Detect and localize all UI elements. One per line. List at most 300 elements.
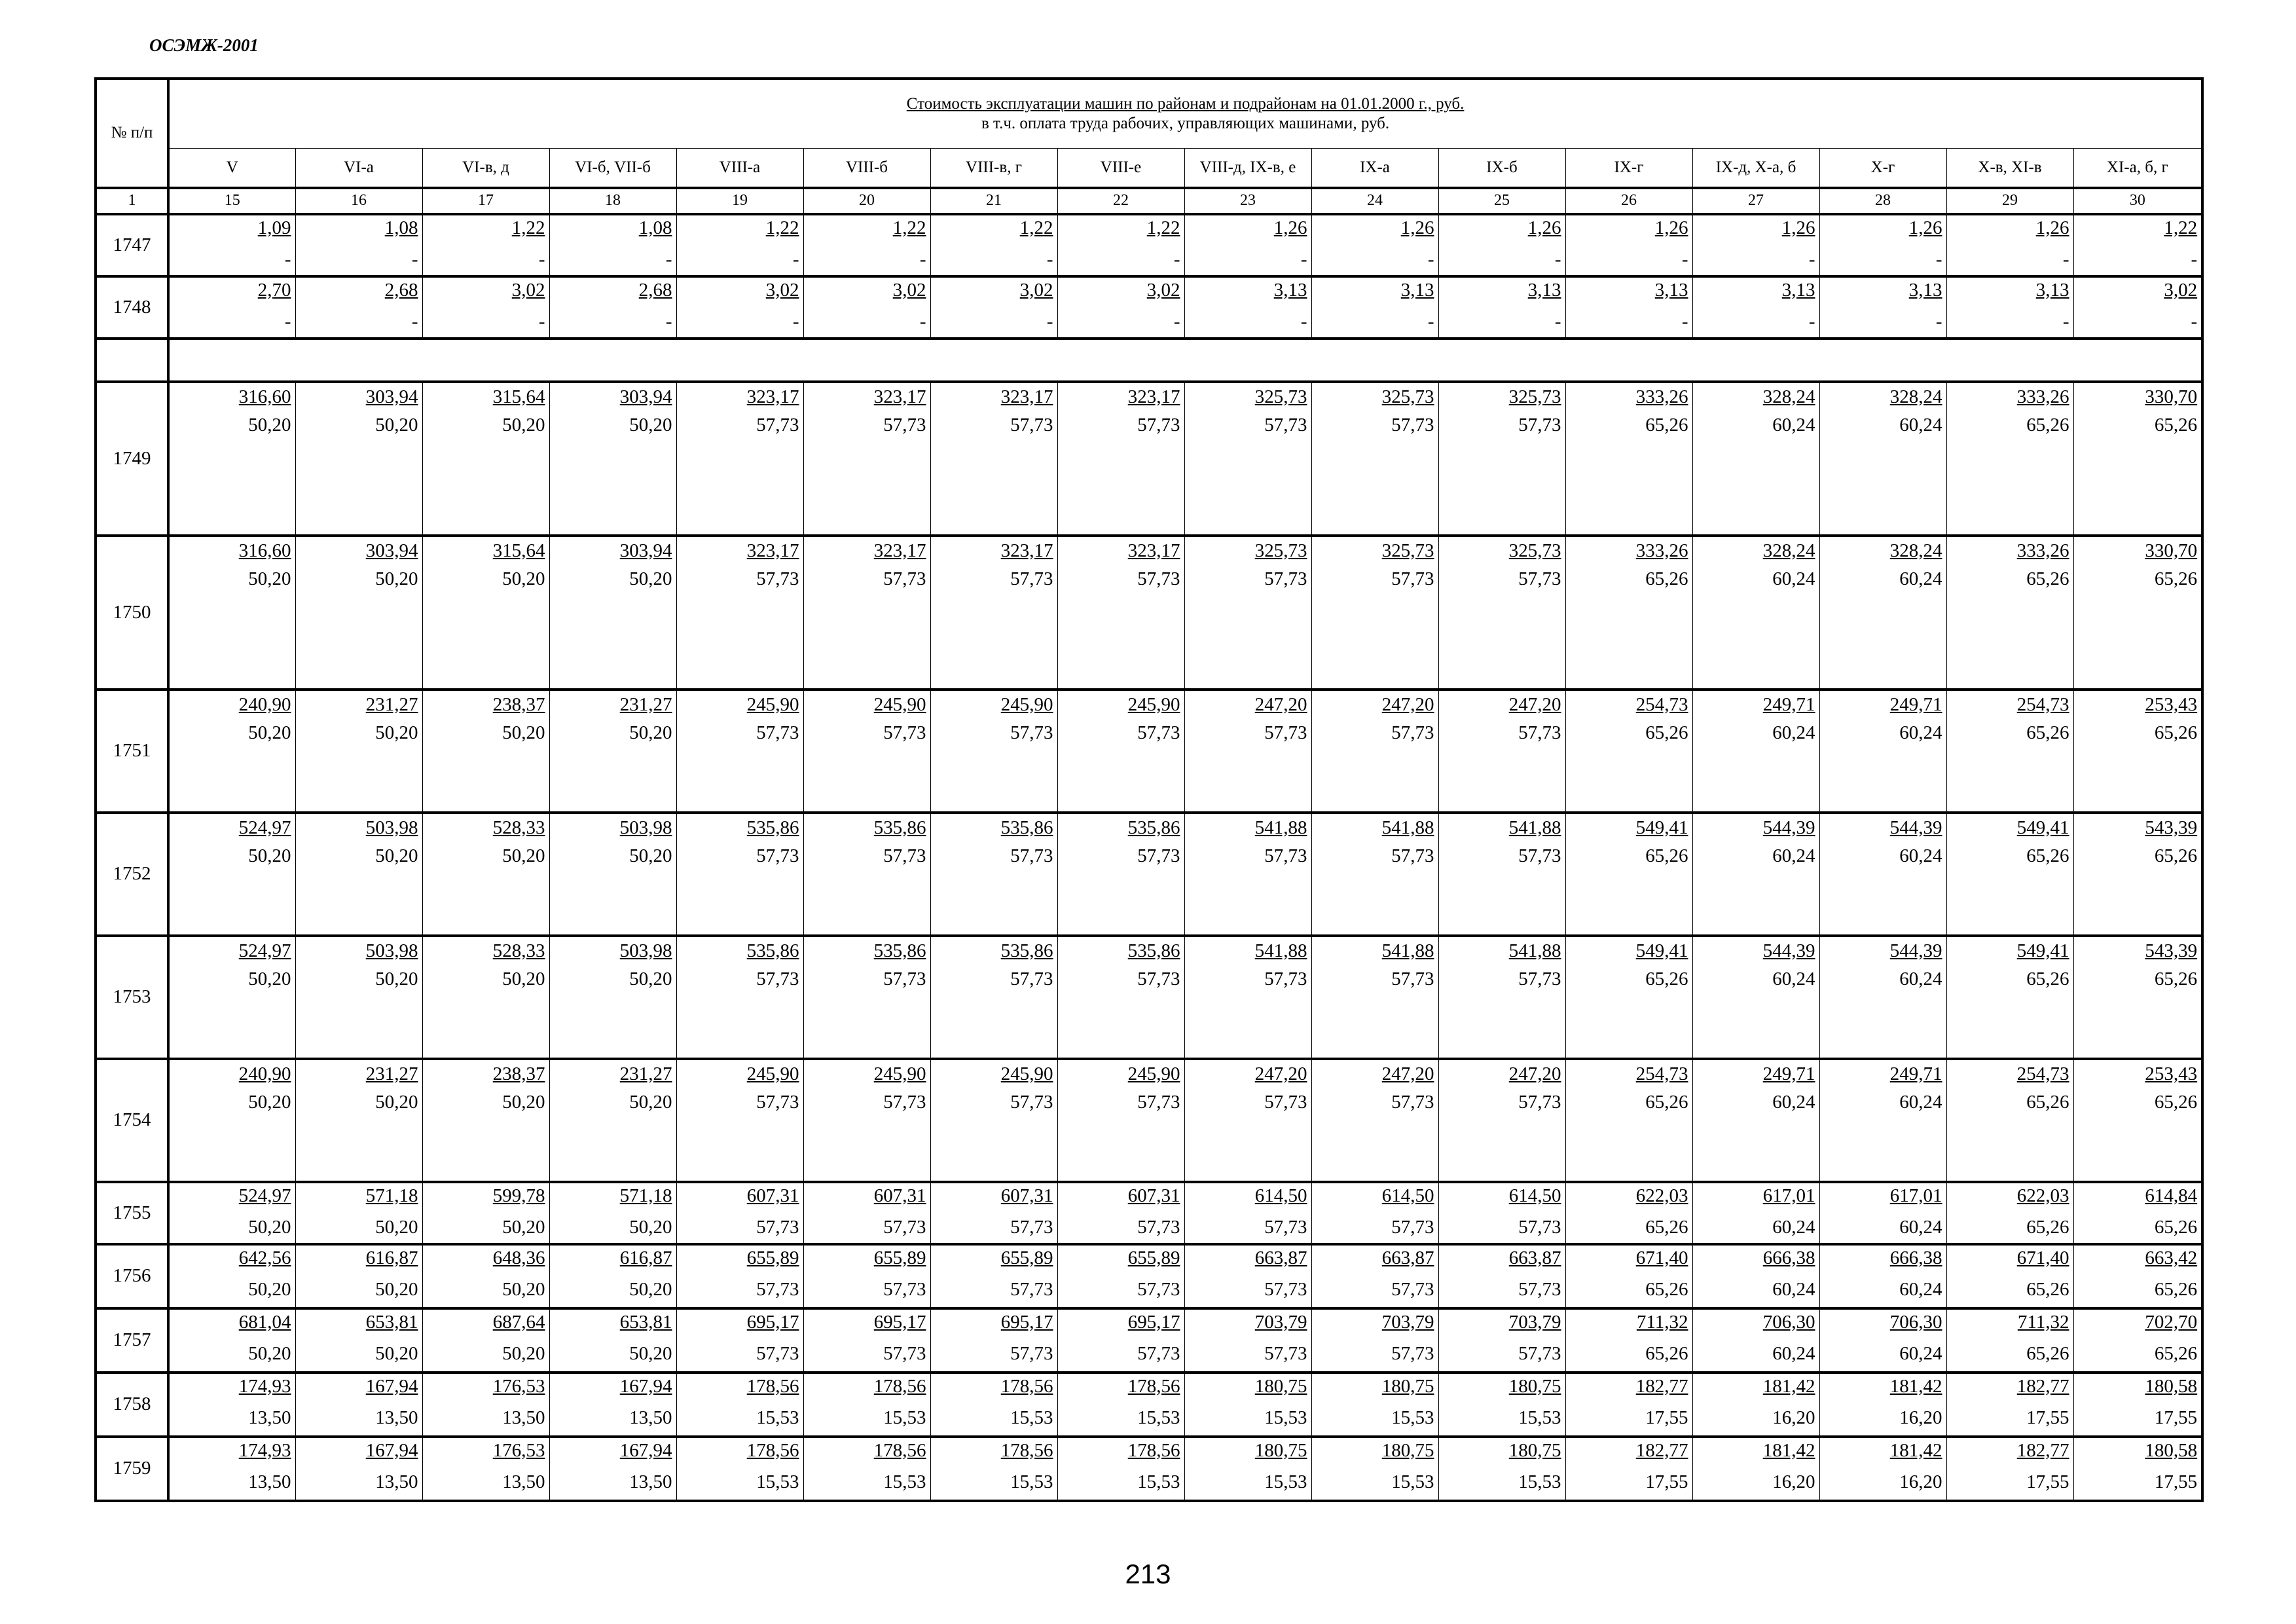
- labor-value: -: [1173, 248, 1180, 270]
- value-cell: [930, 1437, 1057, 1501]
- cost-value: 180,75: [1508, 1375, 1561, 1397]
- value-cell: [1565, 276, 1692, 339]
- value-cell: [676, 1059, 803, 1182]
- cost-value: 333,26: [1635, 386, 1688, 407]
- cost-value: 178,56: [1000, 1439, 1053, 1461]
- labor-value: 15,53: [1391, 1471, 1434, 1492]
- column-number: 21: [930, 188, 1057, 214]
- labor-value: 57,73: [1264, 568, 1307, 589]
- value-cell: [1692, 536, 1819, 690]
- value-cell: [1565, 536, 1692, 690]
- cost-value: 503,98: [619, 940, 672, 961]
- np-header: № п/п: [96, 79, 168, 188]
- region-header: VI-в, д: [422, 149, 549, 188]
- cost-value: 3,13: [1908, 279, 1942, 301]
- labor-value: 15,53: [1518, 1471, 1561, 1492]
- value-cell: [676, 1308, 803, 1373]
- cost-value: 330,70: [2145, 386, 2198, 407]
- region-header: V: [168, 149, 295, 188]
- labor-value: 60,24: [1899, 968, 1942, 989]
- labor-value: 65,26: [1645, 1216, 1688, 1238]
- table-row: [96, 276, 2202, 339]
- value-cell: [422, 1437, 549, 1501]
- value-cell: [676, 1373, 803, 1437]
- cost-value: 315,64: [492, 540, 545, 561]
- value-cell: [1311, 1308, 1438, 1373]
- cost-value: 622,03: [2016, 1185, 2069, 1206]
- cost-value: 180,58: [2145, 1375, 2198, 1397]
- cost-value: 249,71: [1889, 1063, 1942, 1084]
- labor-value: 57,73: [1518, 1091, 1561, 1113]
- labor-value: 57,73: [1391, 1278, 1434, 1300]
- cost-value: 180,58: [2145, 1439, 2198, 1461]
- cost-value: 303,94: [619, 386, 672, 407]
- labor-value: -: [1808, 248, 1815, 270]
- labor-value: 50,20: [248, 1091, 291, 1113]
- cost-value: 655,89: [873, 1247, 926, 1268]
- cost-value: 247,20: [1254, 1063, 1307, 1084]
- labor-value: 60,24: [1772, 845, 1815, 866]
- labor-value: -: [1046, 310, 1053, 332]
- labor-value: -: [1300, 310, 1307, 332]
- labor-value: 57,73: [1264, 845, 1307, 866]
- labor-value: 65,26: [1645, 568, 1688, 589]
- cost-value: 247,20: [1508, 693, 1561, 715]
- labor-value: 17,55: [1645, 1471, 1688, 1492]
- row-number: 1759: [96, 1437, 168, 1501]
- labor-value: 50,20: [502, 968, 545, 989]
- value-cell: [1565, 1059, 1692, 1182]
- title-line-1: Стоимость эксплуатации машин по районам и подрайонам на 01.01.2000 г., руб.: [906, 95, 1465, 113]
- value-cell: [549, 813, 676, 936]
- labor-value: 50,20: [629, 1091, 672, 1113]
- labor-value: -: [538, 310, 545, 332]
- value-cell: [803, 1059, 930, 1182]
- cost-value: 3,13: [2035, 279, 2069, 301]
- cost-value: 245,90: [1127, 693, 1180, 715]
- value-cell: [803, 1437, 930, 1501]
- labor-value: 57,73: [1010, 1216, 1053, 1238]
- labor-value: 50,20: [502, 568, 545, 589]
- cost-value: 599,78: [492, 1185, 545, 1206]
- value-cell: [1565, 382, 1692, 536]
- labor-value: 57,73: [1518, 1342, 1561, 1364]
- value-cell: [2073, 690, 2202, 813]
- labor-value: -: [665, 310, 672, 332]
- row-number: 1747: [96, 214, 168, 276]
- labor-value: 57,73: [1518, 414, 1561, 435]
- value-cell: [676, 690, 803, 813]
- labor-value: 65,26: [1645, 1342, 1688, 1364]
- cost-value: 323,17: [873, 540, 926, 561]
- cost-value: 655,89: [1000, 1247, 1053, 1268]
- cost-value: 549,41: [2016, 940, 2069, 961]
- value-cell: [803, 1308, 930, 1373]
- value-cell: [1311, 1373, 1438, 1437]
- cost-value: 253,43: [2145, 693, 2198, 715]
- labor-value: 57,73: [1010, 1342, 1053, 1364]
- value-cell: [1057, 382, 1184, 536]
- column-number: 23: [1184, 188, 1311, 214]
- document-header: ОСЭМЖ-2001: [149, 35, 259, 55]
- value-cell: [295, 1244, 422, 1308]
- cost-value: 655,89: [746, 1247, 799, 1268]
- labor-value: 57,73: [1137, 1278, 1180, 1300]
- labor-value: -: [1681, 310, 1688, 332]
- column-number: 18: [549, 188, 676, 214]
- value-cell: [1946, 382, 2073, 536]
- value-cell: [168, 1182, 295, 1244]
- value-cell: [549, 382, 676, 536]
- labor-value: 57,73: [1391, 1091, 1434, 1113]
- value-cell: [168, 214, 295, 276]
- value-cell: [168, 936, 295, 1059]
- cost-value: 541,88: [1381, 940, 1434, 961]
- labor-value: 57,73: [1391, 845, 1434, 866]
- region-header: VI-б, VII-б: [549, 149, 676, 188]
- value-cell: [549, 276, 676, 339]
- labor-value: 57,73: [1518, 968, 1561, 989]
- value-cell: [1692, 1373, 1819, 1437]
- labor-value: 57,73: [1518, 568, 1561, 589]
- labor-value: 57,73: [1010, 414, 1053, 435]
- labor-value: 13,50: [502, 1471, 545, 1492]
- value-cell: [803, 214, 930, 276]
- value-cell: [1692, 1244, 1819, 1308]
- value-cell: [2073, 1308, 2202, 1373]
- cost-value: 535,86: [1127, 940, 1180, 961]
- cost-value: 3,13: [1781, 279, 1815, 301]
- cost-value: 711,32: [2017, 1311, 2069, 1333]
- value-cell: [1946, 1059, 2073, 1182]
- column-number: 24: [1311, 188, 1438, 214]
- labor-value: 57,73: [1137, 568, 1180, 589]
- cost-value: 325,73: [1254, 540, 1307, 561]
- labor-value: 60,24: [1899, 1216, 1942, 1238]
- cost-value: 702,70: [2145, 1311, 2198, 1333]
- labor-value: 65,26: [1645, 1278, 1688, 1300]
- value-cell: [676, 813, 803, 936]
- value-cell: [549, 690, 676, 813]
- value-cell: [930, 536, 1057, 690]
- value-cell: [1184, 1244, 1311, 1308]
- labor-value: 15,53: [1137, 1471, 1180, 1492]
- value-cell: [295, 1437, 422, 1501]
- value-cell: [1946, 1437, 2073, 1501]
- labor-value: 60,24: [1772, 1091, 1815, 1113]
- value-cell: [549, 536, 676, 690]
- cost-value: 543,39: [2145, 817, 2198, 838]
- value-cell: [930, 382, 1057, 536]
- value-cell: [1184, 1059, 1311, 1182]
- table-row: [96, 382, 2202, 536]
- value-cell: [1565, 214, 1692, 276]
- column-number: 28: [1819, 188, 1946, 214]
- cost-value: 666,38: [1762, 1247, 1815, 1268]
- value-cell: [1438, 214, 1565, 276]
- cost-value: 543,39: [2145, 940, 2198, 961]
- cost-value: 323,17: [746, 386, 799, 407]
- labor-value: 65,26: [2026, 1278, 2069, 1300]
- value-cell: [168, 1059, 295, 1182]
- cost-value: 1,26: [1400, 217, 1434, 238]
- value-cell: [1438, 1059, 1565, 1182]
- cost-value: 549,41: [1635, 940, 1688, 961]
- cost-value: 695,17: [1000, 1311, 1053, 1333]
- cost-value: 607,31: [873, 1185, 926, 1206]
- cost-value: 706,30: [1889, 1311, 1942, 1333]
- cost-value: 176,53: [492, 1439, 545, 1461]
- value-cell: [2073, 1437, 2202, 1501]
- value-cell: [1184, 1437, 1311, 1501]
- value-cell: [1311, 276, 1438, 339]
- cost-value: 181,42: [1762, 1439, 1815, 1461]
- labor-value: 65,26: [2154, 1278, 2198, 1300]
- labor-value: 57,73: [756, 845, 799, 866]
- value-cell: [295, 1182, 422, 1244]
- labor-value: 15,53: [756, 1407, 799, 1428]
- value-cell: [422, 276, 549, 339]
- cost-value: 607,31: [1127, 1185, 1180, 1206]
- cost-value: 607,31: [1000, 1185, 1053, 1206]
- value-cell: [1057, 813, 1184, 936]
- value-cell: [1692, 813, 1819, 936]
- cost-value: 544,39: [1762, 940, 1815, 961]
- value-cell: [422, 1373, 549, 1437]
- labor-value: -: [1427, 310, 1434, 332]
- labor-value: 65,26: [2026, 968, 2069, 989]
- cost-value: 541,88: [1508, 940, 1561, 961]
- labor-value: 60,24: [1899, 1278, 1942, 1300]
- table-row: [96, 1244, 2202, 1308]
- value-cell: [1692, 1182, 1819, 1244]
- labor-value: 57,73: [1518, 1216, 1561, 1238]
- labor-value: 13,50: [375, 1471, 418, 1492]
- value-cell: [295, 690, 422, 813]
- cost-value: 238,37: [492, 693, 545, 715]
- value-cell: [1184, 1373, 1311, 1437]
- value-cell: [1819, 1182, 1946, 1244]
- cost-value: 3,13: [1654, 279, 1688, 301]
- labor-value: 57,73: [1137, 722, 1180, 743]
- labor-value: 50,20: [629, 414, 672, 435]
- labor-value: 50,20: [502, 1278, 545, 1300]
- value-cell: [549, 1059, 676, 1182]
- value-cell: [930, 1244, 1057, 1308]
- value-cell: [1819, 1437, 1946, 1501]
- cost-value: 524,97: [238, 1185, 291, 1206]
- value-cell: [1438, 1308, 1565, 1373]
- cost-value: 247,20: [1254, 693, 1307, 715]
- value-cell: [803, 936, 930, 1059]
- table-row: [96, 1182, 2202, 1244]
- value-cell: [549, 1182, 676, 1244]
- cost-value: 549,41: [1635, 817, 1688, 838]
- cost-value: 541,88: [1508, 817, 1561, 838]
- value-cell: [422, 813, 549, 936]
- cost-value: 687,64: [492, 1311, 545, 1333]
- cost-value: 254,73: [1635, 693, 1688, 715]
- cost-value: 3,02: [2164, 279, 2198, 301]
- row-number: 1757: [96, 1308, 168, 1373]
- labor-value: 65,26: [2154, 414, 2198, 435]
- labor-value: 57,73: [1264, 1091, 1307, 1113]
- labor-value: 50,20: [248, 568, 291, 589]
- value-cell: [1311, 1244, 1438, 1308]
- labor-value: 50,20: [629, 722, 672, 743]
- cost-value: 617,01: [1762, 1185, 1815, 1206]
- value-cell: [803, 1373, 930, 1437]
- cost-value: 180,75: [1381, 1375, 1434, 1397]
- labor-value: 16,20: [1772, 1407, 1815, 1428]
- cost-value: 535,86: [1000, 817, 1053, 838]
- value-cell: [930, 276, 1057, 339]
- cost-value: 178,56: [746, 1375, 799, 1397]
- value-cell: [422, 1059, 549, 1182]
- cost-value: 247,20: [1508, 1063, 1561, 1084]
- labor-value: 60,24: [1772, 568, 1815, 589]
- labor-value: -: [1300, 248, 1307, 270]
- region-header: IX-д, X-а, б: [1692, 149, 1819, 188]
- cost-value: 535,86: [873, 940, 926, 961]
- value-cell: [1311, 1437, 1438, 1501]
- region-header: IX-г: [1565, 149, 1692, 188]
- labor-value: 57,73: [1137, 968, 1180, 989]
- column-number: 29: [1946, 188, 2073, 214]
- region-header: IX-б: [1438, 149, 1565, 188]
- cost-value: 178,56: [1000, 1375, 1053, 1397]
- value-cell: [1184, 536, 1311, 690]
- value-cell: [676, 382, 803, 536]
- region-header: XI-а, б, г: [2073, 149, 2202, 188]
- table-row: [96, 936, 2202, 1059]
- cost-value: 328,24: [1762, 386, 1815, 407]
- labor-value: 15,53: [756, 1471, 799, 1492]
- empty-row: [168, 339, 2202, 382]
- column-number: 1: [96, 188, 168, 214]
- labor-value: 57,73: [883, 1216, 926, 1238]
- value-cell: [676, 1244, 803, 1308]
- cost-value: 524,97: [238, 940, 291, 961]
- labor-value: 57,73: [1264, 1342, 1307, 1364]
- value-cell: [295, 813, 422, 936]
- cost-value: 653,81: [365, 1311, 418, 1333]
- labor-value: 57,73: [1010, 968, 1053, 989]
- value-cell: [1946, 536, 2073, 690]
- labor-value: 50,20: [375, 1091, 418, 1113]
- cost-value: 711,32: [1636, 1311, 1688, 1333]
- value-cell: [1819, 214, 1946, 276]
- cost-value: 316,60: [238, 540, 291, 561]
- value-cell: [1311, 536, 1438, 690]
- cost-value: 167,94: [619, 1375, 672, 1397]
- labor-value: 57,73: [756, 1342, 799, 1364]
- labor-value: 15,53: [883, 1407, 926, 1428]
- value-cell: [295, 276, 422, 339]
- cost-value: 1,08: [384, 217, 418, 238]
- labor-value: 50,20: [375, 1342, 418, 1364]
- labor-value: 57,73: [756, 414, 799, 435]
- value-cell: [1311, 214, 1438, 276]
- labor-value: 15,53: [1137, 1407, 1180, 1428]
- labor-value: 57,73: [1391, 568, 1434, 589]
- cost-value: 254,73: [1635, 1063, 1688, 1084]
- cost-value: 333,26: [2016, 540, 2069, 561]
- table-row: [96, 1437, 2202, 1501]
- cost-value: 245,90: [1127, 1063, 1180, 1084]
- table-row: [96, 690, 2202, 813]
- cost-value: 663,42: [2145, 1247, 2198, 1268]
- cost-value: 245,90: [746, 1063, 799, 1084]
- value-cell: [1819, 1308, 1946, 1373]
- labor-value: 50,20: [375, 845, 418, 866]
- labor-value: -: [1173, 310, 1180, 332]
- value-cell: [1057, 536, 1184, 690]
- labor-value: 65,26: [2154, 722, 2198, 743]
- labor-value: 65,26: [2026, 845, 2069, 866]
- labor-value: 57,73: [1391, 722, 1434, 743]
- value-cell: [168, 1437, 295, 1501]
- value-cell: [1565, 690, 1692, 813]
- cost-value: 323,17: [1000, 540, 1053, 561]
- value-cell: [2073, 536, 2202, 690]
- cost-value: 524,97: [238, 817, 291, 838]
- value-cell: [1438, 1437, 1565, 1501]
- cost-value: 695,17: [1127, 1311, 1180, 1333]
- labor-value: 17,55: [2026, 1471, 2069, 1492]
- cost-value: 178,56: [746, 1439, 799, 1461]
- labor-value: 17,55: [2026, 1407, 2069, 1428]
- cost-value: 622,03: [1635, 1185, 1688, 1206]
- labor-value: -: [792, 248, 799, 270]
- cost-value: 503,98: [619, 817, 672, 838]
- labor-value: 50,20: [248, 722, 291, 743]
- value-cell: [168, 1244, 295, 1308]
- labor-value: 57,73: [1010, 1091, 1053, 1113]
- value-cell: [1184, 382, 1311, 536]
- labor-value: 65,26: [2154, 1091, 2198, 1113]
- value-cell: [1438, 276, 1565, 339]
- labor-value: 15,53: [1010, 1471, 1053, 1492]
- cost-value: 663,87: [1508, 1247, 1561, 1268]
- value-cell: [168, 382, 295, 536]
- title-line-2: в т.ч. оплата труда рабочих, управляющих машинами, руб.: [981, 115, 1390, 132]
- cost-value: 240,90: [238, 1063, 291, 1084]
- value-cell: [803, 382, 930, 536]
- value-cell: [1438, 1244, 1565, 1308]
- value-cell: [422, 382, 549, 536]
- labor-value: 50,20: [248, 1216, 291, 1238]
- labor-value: 57,73: [1010, 845, 1053, 866]
- cost-value: 333,26: [2016, 386, 2069, 407]
- cost-value: 231,27: [365, 693, 418, 715]
- cost-value: 325,73: [1381, 386, 1434, 407]
- value-cell: [1057, 1182, 1184, 1244]
- cost-value: 666,38: [1889, 1247, 1942, 1268]
- value-cell: [1184, 1308, 1311, 1373]
- value-cell: [1438, 1182, 1565, 1244]
- cost-value: 303,94: [365, 386, 418, 407]
- labor-value: -: [2062, 310, 2069, 332]
- cost-value: 333,26: [1635, 540, 1688, 561]
- value-cell: [1819, 1373, 1946, 1437]
- cost-value: 1,26: [1527, 217, 1561, 238]
- cost-value: 181,42: [1889, 1439, 1942, 1461]
- value-cell: [1692, 936, 1819, 1059]
- cost-value: 180,75: [1254, 1439, 1307, 1461]
- cost-value: 535,86: [1000, 940, 1053, 961]
- row-number: 1750: [96, 536, 168, 690]
